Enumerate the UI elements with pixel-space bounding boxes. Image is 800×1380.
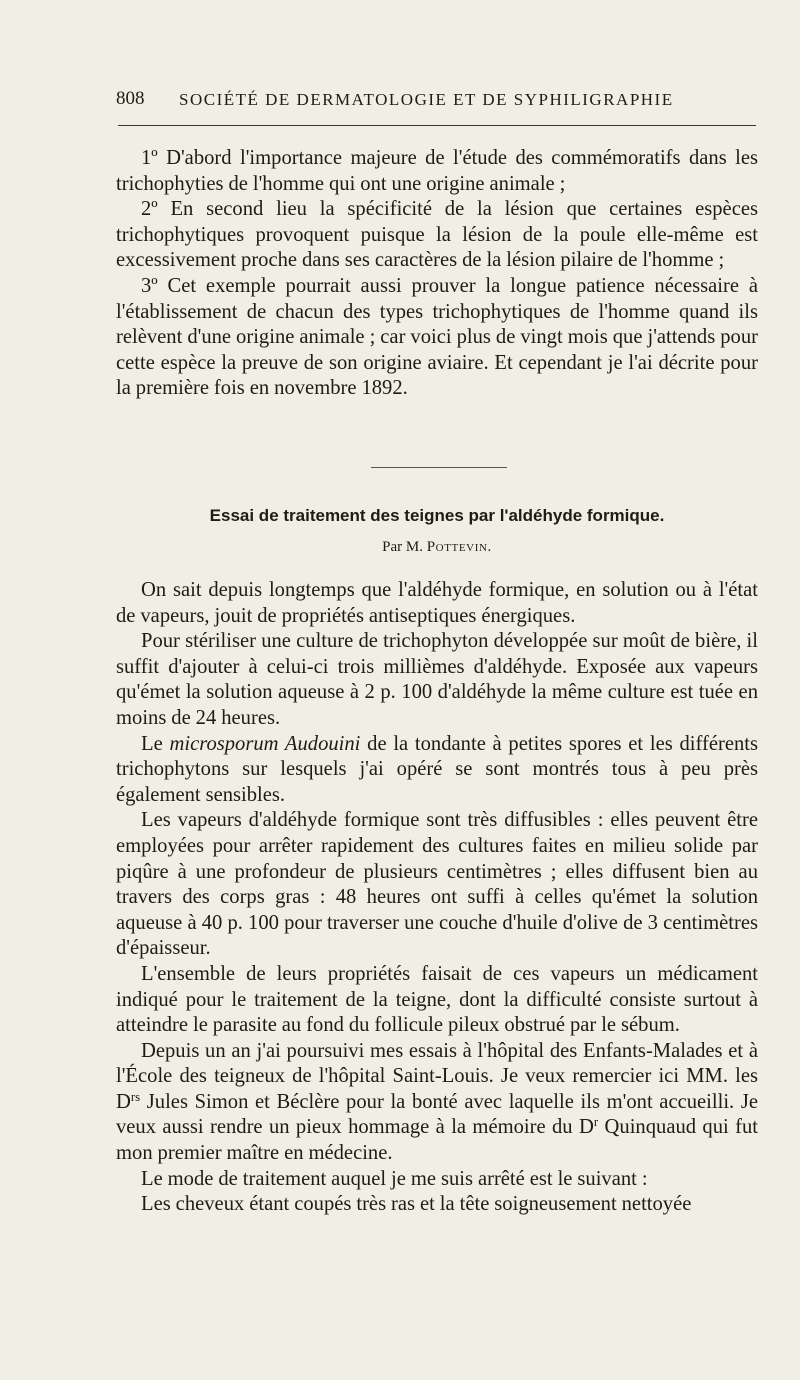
- paragraph-point-1: 1º D'abord l'importance majeure de l'étude des commémoratifs dans les trichophyties de l'homme qui ont une origine animale ;: [116, 147, 758, 195]
- article-body: [116, 578, 758, 1218]
- p6-superscript-2: r: [593, 1115, 599, 1130]
- paragraph-point-2: 2º En second lieu la spécificité de la lésion que certaines espèces trichophytiques provoquent puisque la lésion de la poule elle-même est excessivement proche dans ses caractères de la lésion pilaire de l'homme ;: [116, 198, 758, 272]
- species-name: microsporum Audouini: [169, 732, 361, 755]
- section-separator: [371, 467, 507, 468]
- article-byline: [116, 536, 758, 558]
- running-title: SOCIÉTÉ DE DERMATOLOGIE ET DE SYPHILIGRAPHIE: [179, 90, 674, 109]
- paragraph-hair: Les cheveux étant coupés très ras et la tête soigneusement nettoyée: [141, 1193, 692, 1216]
- author-name: Pottevin.: [426, 539, 492, 555]
- article-title: Essai de traitement des teignes par l'aldéhyde formique.: [209, 506, 665, 525]
- paragraph-point-3: 3º Cet exemple pourrait aussi prouver la longue patience nécessaire à l'établissement de chacun des types trichophytiques de l'homme quand ils relèvent d'une origine animale ; car voici plus de vingt mois que j'attends pour cette espèce la preuve de son origine aviaire. Et cependant je l'ai décrite pour la première fois en novembre 1892.: [116, 274, 758, 400]
- p6-part-a: Depuis un an j'ai poursuivi mes essais à l'hôpital des Enfants-Malades et à l'École des teigneux de l'hôpital Saint-Louis. Je veux remercier ici MM. les D: [116, 1039, 758, 1113]
- paragraph-diffusion: Les vapeurs d'aldéhyde formique sont très diffusibles : elles peuvent être employées pour arrêter rapidement des cultures faites en milieu solide par piqûre à une profondeur de plusieurs centimètres ; elles diffusent bien au travers des corps gras : 48 heures ont suffi à celles qu'émet la solution aqueuse à 40 p. 100 pour traverser une couche d'huile d'olive de 3 centimètres d'épaisseur.: [116, 809, 758, 960]
- p3-rest: de la tondante à petites spores et les différents trichophytons sur lesquels j'ai opéré se sont montrés tous à peu près également sensibles.: [116, 732, 759, 806]
- p3-prefix: Le: [141, 732, 163, 755]
- p6-superscript-1: rs: [130, 1089, 141, 1104]
- p6-part-c: Quinquaud qui fut mon premier maître en médecine.: [116, 1116, 759, 1165]
- header-rule: [118, 125, 756, 126]
- paragraph-sterilisation: Pour stériliser une culture de trichophyton développée sur moût de bière, il suffit d'ajouter à celui-ci trois millièmes d'aldéhyde. Exposée aux vapeurs qu'émet la solution aqueuse à 2 p. 100 d'aldéhyde la même culture est tuée en moins de 24 heures.: [116, 630, 758, 729]
- paragraph-trials: [116, 1039, 758, 1167]
- p6-part-b: Jules Simon et Béclère pour la bonté avec laquelle ils m'ont accueilli. Je veux aussi rendre un pieux hommage à la mémoire du D: [116, 1090, 758, 1139]
- paragraph-method: Le mode de traitement auquel je me suis arrêté est le suivant :: [141, 1167, 648, 1190]
- paragraph-microsporum: [116, 732, 758, 809]
- running-header: [116, 86, 756, 112]
- paragraph-properties: L'ensemble de leurs propriétés faisait de ces vapeurs un médicament indiqué pour le traitement de la teigne, dont la difficulté consiste surtout à atteindre le parasite au fond du follicule pileux obstrué par le sébum.: [116, 962, 758, 1037]
- byline-prefix: Par M.: [382, 539, 423, 555]
- page-number: 808: [116, 88, 145, 109]
- conclusions-section: [116, 146, 758, 402]
- paragraph-intro: On sait depuis longtemps que l'aldéhyde formique, en solution ou à l'état de vapeurs, jouit de propriétés antiseptiques énergiques.: [116, 579, 758, 627]
